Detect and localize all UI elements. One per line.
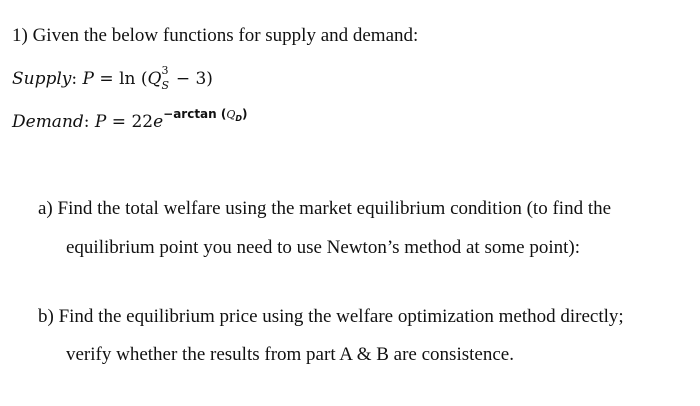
- demand-label: Demand: [12, 112, 84, 132]
- supply-exponent: 3: [161, 64, 169, 77]
- supply-label: Supply: [12, 69, 72, 89]
- supply-equals: =: [94, 69, 120, 89]
- demand-exponent: [163, 107, 247, 121]
- part-b-line-2: verify whether the results from part A & B are consistence.: [66, 344, 514, 365]
- supply-equation: [12, 66, 213, 91]
- supply-minus-three: − 3): [170, 69, 213, 89]
- demand-price-symbol: P: [94, 112, 107, 132]
- demand-coefficient: 22: [131, 112, 154, 132]
- part-a-line-1: a) Find the total welfare using the market equilibrium condition (to find the: [38, 198, 612, 219]
- supply-price-symbol: P: [82, 69, 94, 89]
- supply-ln: ln: [119, 69, 136, 89]
- supply-subscript: S: [161, 79, 169, 92]
- demand-equation: [12, 107, 248, 137]
- demand-exponent-text: −arctan (: [163, 107, 227, 121]
- demand-equals: =: [106, 112, 132, 132]
- supply-quantity-symbol: Q: [147, 69, 162, 89]
- demand-e: e: [153, 112, 164, 132]
- supply-open-paren: (: [135, 69, 148, 89]
- supply-colon: :: [71, 69, 78, 89]
- demand-exponent-sub: D: [235, 114, 243, 123]
- question-header: 1) Given the below functions for supply and demand:: [12, 25, 419, 46]
- demand-exponent-close: ): [242, 107, 248, 121]
- demand-colon: :: [83, 112, 90, 132]
- part-a-line-2: equilibrium point you need to use Newton’s method at some point):: [66, 237, 580, 258]
- demand-exponent-q: Q: [226, 108, 236, 121]
- part-b-line-1: b) Find the equilibrium price using the welfare optimization method directly;: [38, 306, 624, 327]
- supply-exponent-subscript: [161, 64, 170, 92]
